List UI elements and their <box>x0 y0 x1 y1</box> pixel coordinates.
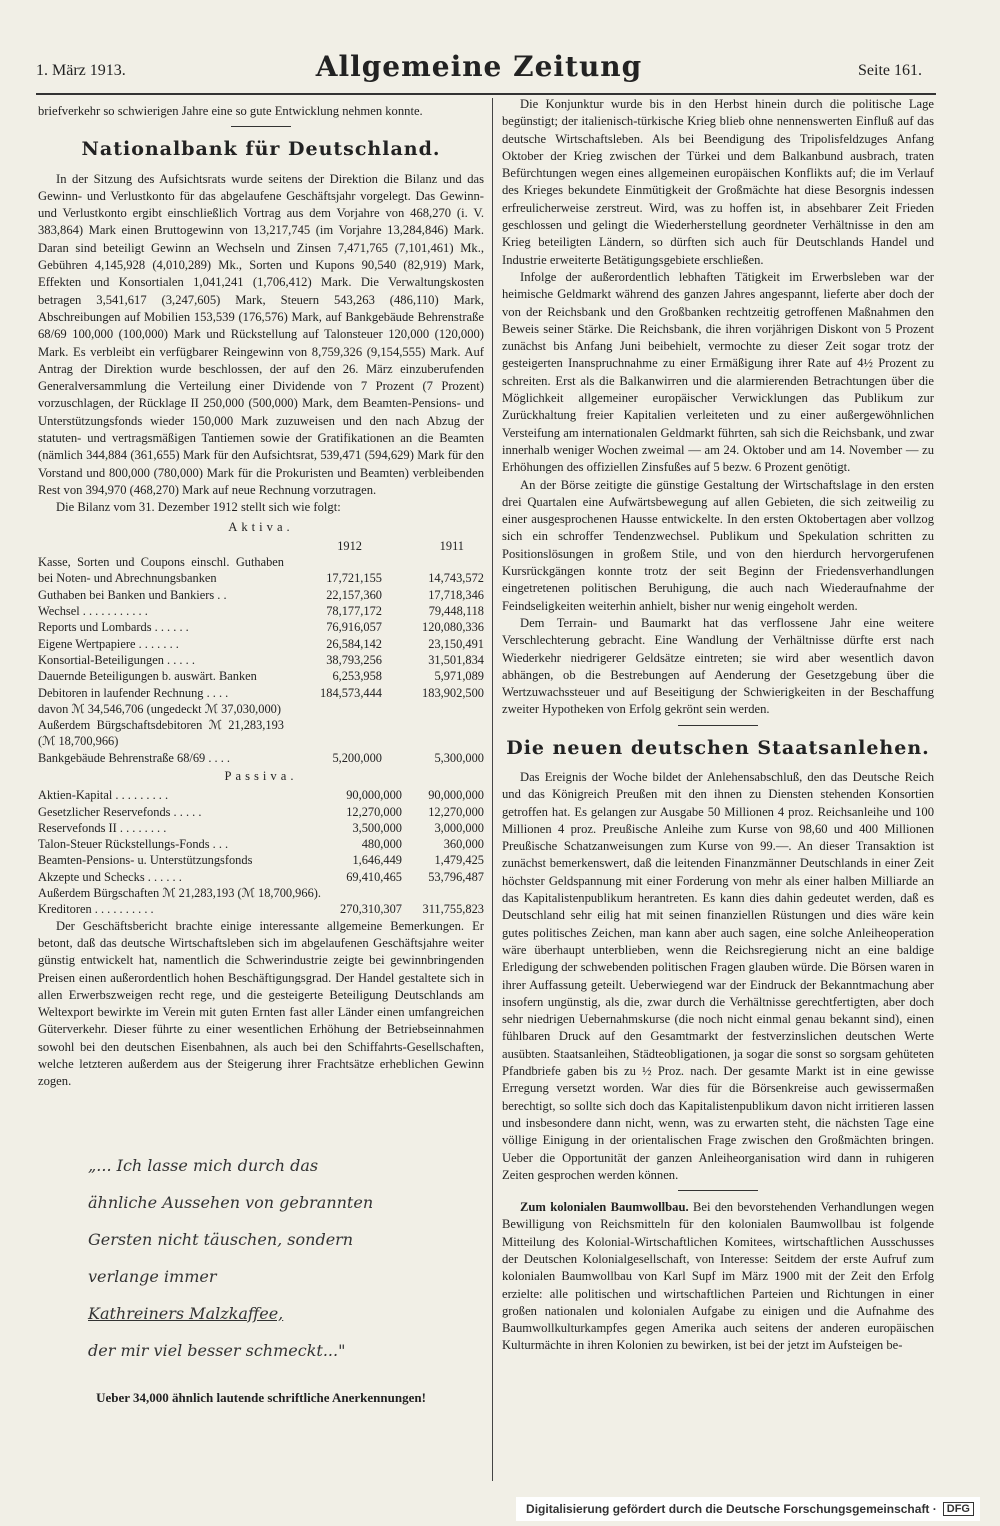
balance-label: Aktien-Kapital . . . . . . . . . <box>38 788 169 803</box>
balance-value: 12,270,000 <box>428 804 484 819</box>
aktiva-title: Aktiva. <box>228 519 294 534</box>
balance-value <box>402 885 484 901</box>
article-heading-staatsanlehen: Die neuen deutschen Staatsanlehen. <box>506 736 930 759</box>
balance-row <box>38 554 484 587</box>
ad-footer: Ueber 34,000 ähnlich lautende schriftliche Anerkennungen! <box>96 1389 426 1405</box>
aktiva-table <box>38 538 484 766</box>
passiva-title: Passiva. <box>224 768 298 783</box>
balance-label: Akzepte und Schecks . . . . . . <box>38 869 182 884</box>
balance-value: 26,584,142 <box>326 636 382 651</box>
issue-date: 1. März 1913. <box>36 62 126 79</box>
divider <box>678 1190 758 1191</box>
paragraph: Der Geschäftsbericht brachte einige interessante allgemeine Bemerkungen. Er betont, daß das deutsche Wirtschaftsleben sich im abgelaufenen Geschäftsjahre weiter günstig entwickelt hat, namentlich die Schwerindustrie zeigte bei gewinnbringenden Preisen einen außerordentlich hohen Beschäftigungsgrad. Der Handel gestaltete sich in allen Erwerbszweigen recht rege, und die gesteigerte Beteiligung Deutschlands am Weltexport bewirkte im Verein mit guten Ernten fast aller Länder einen umfangreichen Güterverkehr. Dieser führte zu einer wesentlichen Erhöhung der Betriebseinnahmen sowohl bei den deutschen Eisenbahnen, als auch bei den Schiffahrts-Gesellschaften, welche letzteren außerdem aus der Steigerung ihrer Frachtsätze erheblichen Gewinn zogen. <box>38 918 484 1089</box>
balance-row <box>38 836 484 852</box>
paragraph-body: Bei den bevorstehenden Verhandlungen wegen Bewilligung von Reichsmitteln für den kolonialen Baumwollbau ist folgende Mitteilung des Kolonial-Wirtschaftlichen Komitees, wirtschaftlichen Ausschusses der Deutschen Kolonialgesellschaft, von Interesse: Seitdem der erste Aufruf zum kolonialen Baumwollbau von Karl Supf im März 1900 mit der Zeit den Erfolg erzielte: alle politischen und wirtschaftlichen Parteien und Richtungen in einer großen nationalen und kolonialen Aufgabe zu einigen und die Aufnahme des Baumwollkulturkampfes gegen Amerika auch seitens der anderen europäischen Kulturmächte in ihren Kolonien zu bewirken, ist bei der jetzt im Aufsteigen be- <box>502 1200 934 1353</box>
balance-label: Gesetzlicher Reservefonds . . . . . <box>38 804 202 819</box>
balance-value: 6,253,958 <box>332 669 382 684</box>
balance-row <box>38 603 484 619</box>
balance-value: 31,501,834 <box>428 652 484 667</box>
balance-value <box>382 701 484 717</box>
credit-text: Digitalisierung gefördert durch die Deutsche Forschungsgemeinschaft · <box>526 1502 937 1516</box>
ad-line: „... Ich lasse mich durch das <box>88 1155 319 1175</box>
balance-value: 5,971,089 <box>434 669 484 684</box>
paragraph: An der Börse zeitigte die günstige Gestaltung der Wirtschaftslage in den ersten drei Quartalen eine Aufwärtsbewegung auf allen Gebieten, die sich zeitweilig zu einer ausgesprochenen Hausse entwickelte. In den ersten Oktobertagen aber vollzog sich ein schroffer Tendenzwechsel. Publikum und Spekulation schritten zu Positionslösungen in großem Stile, und von den hierdurch hervorgerufenen Kursrückgängen konnte trotz der seit Beginn der Friedensverhandlungen eingetretenen politischen Beruhigung, die auch nach Wiederaufnahme der Feindseligkeiten weiterhin anhielt, bisher nur wenig eingeholt werden. <box>502 477 934 613</box>
balance-row <box>38 685 484 701</box>
divider <box>678 725 758 726</box>
balance-label: davon ℳ 34,546,706 (ungedeckt ℳ 37,030,000) <box>38 701 281 716</box>
balance-label: Talon-Steuer Rückstellungs-Fonds . . . <box>38 837 229 852</box>
balance-value: 3,500,000 <box>352 820 402 835</box>
right-column <box>502 96 934 1483</box>
ad-line: verlange immer <box>88 1266 217 1286</box>
balance-value <box>284 701 382 717</box>
balance-label: Kreditoren . . . . . . . . . . <box>38 902 154 917</box>
balance-label: Dauernde Beteiligungen b. auswärt. Banken <box>38 669 257 684</box>
paragraph-lead: Zum kolonialen Baumwollbau. <box>520 1200 689 1215</box>
balance-row <box>38 652 484 668</box>
balance-value: 69,410,465 <box>346 869 402 884</box>
balance-label: Außerdem Bürgschaftsdebitoren ℳ 21,283,193 (ℳ 18,700,966) <box>38 718 284 749</box>
balance-row <box>38 885 484 901</box>
balance-label: Kasse, Sorten und Coupons einschl. Guthaben bei Noten- und Abrechnungsbanken <box>38 555 284 586</box>
balance-value: 3,000,000 <box>434 820 484 835</box>
newspaper-title: Allgemeine Zeitung <box>315 50 643 83</box>
intro-paragraph: briefverkehr so schwierigen Jahre eine so gute Entwicklung nehmen konnte. <box>38 104 423 118</box>
header-rule <box>36 93 936 95</box>
balance-row <box>38 587 484 603</box>
divider <box>231 126 291 127</box>
balance-value: 360,000 <box>443 837 484 852</box>
ad-brand: Kathreiners Malzkaffee, <box>88 1303 284 1323</box>
paragraph: Infolge der außerordentlich lebhaften Tätigkeit im Erwerbsleben war der heimische Geldmarkt während des ganzen Jahres angespannt, lieferte aber doch der von der Reichsbank und den Großbanken rechtzeitig getroffenen Maßnahmen den Beweis seiner Stärke. Die Reichsbank, die ihren vorjährigen Diskont von 5 Prozent zunächst bis Anfang Juni beibehielt, vermochte zu dieser Zeit sogar trotz der gesteigerten Inanspruchnahme zu einer Ermäßigung ihrer Rate auf 4½ Prozent zu schreiten. Erst als die Balkanwirren und die alarmierenden Betrachtungen über die Möglichkeit allgemeiner europäischer Verwicklungen das Publikum zur Zurückhaltung freier Kapitalien verleiteten und zu einer außergewöhnlichen Versteifung am internationalen Geldmarkt führten, sah sich die Reichsbank, und zwar innerhalb weniger Wochen zweimal — am 24. Oktober und am 14. November — zu Erhöhungen des offiziellen Zinsfußes auf 5 bezw. 6 Prozent genötigt. <box>502 269 934 475</box>
balance-value <box>382 717 484 750</box>
balance-row <box>38 717 484 750</box>
page-header <box>36 50 922 90</box>
balance-row <box>38 820 484 836</box>
year-1912: 1912 <box>337 538 362 553</box>
balance-value: 120,080,336 <box>422 620 484 635</box>
paragraph: Dem Terrain- und Baumarkt hat das verflossene Jahr eine weitere Verschlechterung gebracht. Eine Wandlung der Verhältnisse dürfte erst nach Wiederkehr niedrigerer Geldsätze eintreten; sie wird aber wesentlich davon abhängen, ob die Bestrebungen auf Aenderung der Gesetzgebung über die Wertzuwachssteuer und auf Beseitigung der Schwierigkeiten in der Beschaffung zweiter Hypotheken von Erfolg gekrönt sein werden. <box>502 615 934 717</box>
balance-value: 23,150,491 <box>428 636 484 651</box>
balance-value: 270,310,307 <box>340 902 402 917</box>
paragraph <box>502 1199 934 1355</box>
balance-value: 1,646,449 <box>352 853 402 868</box>
balance-row <box>38 668 484 684</box>
balance-value: 184,573,444 <box>320 685 382 700</box>
balance-value: 76,916,057 <box>326 620 382 635</box>
balance-value <box>284 717 382 750</box>
balance-value: 78,177,172 <box>326 604 382 619</box>
balance-value: 183,902,500 <box>422 685 484 700</box>
digitization-credit <box>516 1497 980 1521</box>
balance-label: Wechsel . . . . . . . . . . . <box>38 604 148 619</box>
balance-value: 22,157,360 <box>326 587 382 602</box>
balance-row <box>38 869 484 885</box>
article-heading-nationalbank: Nationalbank für Deutschland. <box>81 138 441 161</box>
paragraph: Die Bilanz vom 31. Dezember 1912 stellt sich wie folgt: <box>56 500 341 515</box>
year-1911: 1911 <box>439 538 464 553</box>
paragraph: Die Konjunktur wurde bis in den Herbst hinein durch die politische Lage begünstigt; der italienisch-türkische Krieg blieb ohne nennenswerten Einfluß auf das deutsche Wirtschaftsleben. Als bei Beendigung des Tripolisfeldzuges Anfang Oktober der Krieg zwischen der Türkei und dem Balkanbund ausbrach, traten Befürchtungen wegen eines allgemeinen europäischen Konflikts auf; die im Verlauf des Krieges bekundete Einmütigkeit der Großmächte hat diese Besorgnis indessen erfreulicherweise zerstreut. Wird, was zu hoffen ist, in absehbarer Zeit Frieden geschlossen und gelingt die Wiederherstellung geordneter Verhältnisse in den am Krieg beteiligten Ländern, so dürften sich auch für Deutschlands Handel und Industrie erweiterte Betätigungsgebiete erschließen. <box>502 97 934 267</box>
balance-value: 79,448,118 <box>428 604 484 619</box>
balance-row <box>38 619 484 635</box>
balance-value: 14,743,572 <box>428 571 484 586</box>
balance-row <box>38 901 484 917</box>
balance-value: 1,479,425 <box>434 853 484 868</box>
balance-label: Eigene Wertpapiere . . . . . . . <box>38 636 179 651</box>
balance-row <box>38 701 484 717</box>
balance-label: Reservefonds II . . . . . . . . <box>38 820 167 835</box>
balance-row <box>38 804 484 820</box>
paragraph: Das Ereignis der Woche bildet der Anlehensabschluß, den das Deutsche Reich und das Königreich Preußen mit den ihnen zu Diensten stehenden Konsortien getroffen hat. Es gelangen zur Ausgabe 50 Millionen 4 proz. Reichsanleihe und 100 Millionen 4 proz. Preußische Anleihe zum Kurse von 98,60 und 400 Millionen Preußische Schatzanweisungen zum Kurse von 99.—. An dieser Transaktion ist zunächst bemerkenswert, daß die leitenden Finanzmänner Deutschlands in einer Zeit höchster Geldspannung mit einer Forderung von mehr als einer halben Milliarde an das Kapitalistenpublikum herantreten. Es kann dies dahin gedeutet werden, daß es Deutschland sehr eilig hat mit seinen finanziellen Rüstungen und dies wäre kein gutes politisches Zeichen, man kann aber auch sagen, eine solche Anleiheoperation wäre überhaupt unterblieben, wenn die Reichsregierung nicht an eine baldige Erledigung der schwebenden politischen Fragen glauben würde. Die Börsen waren in ihrer Auffassung geteilt. Ueberwiegend war der Eindruck der Bekanntmachung aber insofern ungünstig, als die, zwar durch die Verhältnisse gerechtfertigten, aber doch sehr niedrigen Uebernahmskurse (die noch nicht einmal genau bekannt sind), einen fühlbaren Druck auf den Gesamtmarkt der festverzinslichen deutschen Werte ausübten. Staatsanleihen, Städteobligationen, ja sogar die sonst so sorgsam gehüteten Pfandbriefe gaben bis zu ½ Proz. nach. Der gesamte Markt ist in eine gewisse Erregung versetzt worden. War dies für die Börsenkreise auch gewissermaßen berechtigt, so sollte sich doch das Kapitalistenpublikum davon nicht irritieren lassen und insbesondere dann nicht, wenn, was zu erwarten steht, die nächsten Tage eine völlige Einigung in der orientalischen Frage zwischen den Großmächten bringen. Ueber die Opportunität der ganzen Anleiheorganisation wird dann in ruhigeren Zeiten gesprochen werden können. <box>502 769 934 1182</box>
balance-value: 311,755,823 <box>422 902 484 917</box>
balance-label: Beamten-Pensions- u. Unterstützungsfonds <box>38 853 253 868</box>
ad-line: der mir viel besser schmeckt..." <box>88 1340 346 1360</box>
balance-value: 5,300,000 <box>434 750 484 765</box>
passiva-table <box>38 787 484 917</box>
balance-value: 480,000 <box>361 837 402 852</box>
dfg-logo-icon: DFG <box>943 1502 974 1516</box>
balance-value: 90,000,000 <box>428 788 484 803</box>
column-divider <box>492 98 493 1481</box>
year-header-row <box>38 538 484 554</box>
balance-value: 12,270,000 <box>346 804 402 819</box>
balance-label: Konsortial-Beteiligungen . . . . . <box>38 652 195 667</box>
balance-value: 17,721,155 <box>326 571 382 586</box>
balance-value: 38,793,256 <box>326 652 382 667</box>
advertisement <box>38 1147 484 1369</box>
balance-row <box>38 852 484 868</box>
balance-value: 17,718,346 <box>428 587 484 602</box>
balance-value: 53,796,487 <box>428 869 484 884</box>
balance-value: 5,200,000 <box>332 750 382 765</box>
ad-line: Gersten nicht täuschen, sondern <box>88 1229 354 1249</box>
balance-label: Guthaben bei Banken und Bankiers . . <box>38 587 227 602</box>
ad-line: ähnliche Aussehen von gebrannten <box>88 1192 374 1212</box>
left-column <box>38 103 484 1483</box>
balance-label: Debitoren in laufender Rechnung . . . . <box>38 685 229 700</box>
balance-row <box>38 750 484 766</box>
paragraph: In der Sitzung des Aufsichtsrats wurde seitens der Direktion die Bilanz und das Gewinn- und Verlustkonto für das abgelaufene Geschäftsjahr vorgelegt. Das Gewinn- und Verlustkonto ergibt einschließlich Vortrag aus dem Vorjahre von 468,270 (i. V. 383,864) Mark einen Bruttogewinn von 13,217,745 (im Vorjahre 13,284,846) Mark. Daran sind beteiligt Gewinn an Wechseln und Zinsen 7,471,765 (7,101,461) Mk., Gebühren 4,145,928 (4,010,289) Mk., Sorten und Kupons 90,540 (82,919) Mark, Effekten und Konsortialen 1,041,241 (1,706,412) Mark. Die Verwaltungskosten betragen 3,541,617 (3,247,605) Mark, Steuern 543,263 (486,110) Mark, Abschreibungen auf Mobilien 153,539 (176,576) Mark, auf Bankgebäude Behrenstraße 68/69 100,000 (100,000) Mark und Rückstellung auf Talonsteuer 120,000 (120,000) Mark. Es verbleibt ein verfügbarer Reingewinn von 8,759,326 (9,154,555) Mark. Auf Antrag der Direktion wurde beschlossen, der auf den 26. März einzuberufenden Generalversammlung die Verteilung einer Dividende von 7 Prozent (7 Prozent) vorzuschlagen, der Rücklage II 250,000 (500,000) Mark, dem Beamten-Pensions- und Unterstützungsfonds wieder 150,000 Mark zuzuweisen und den nach Abzug der statuten- und vertragsmäßigen Tantiemen sowie der Gratifikationen an die Beamten (nämlich 344,884 (361,655) Mark für den Aufsichtsrat, 539,471 (594,629) Mark für den Vorstand und 800,000 (780,000) Mark für die Prokuristen und Beamten) verbleibenden Rest von 394,970 (468,270) Mark auf neue Rechnung vorzutragen. <box>38 171 484 497</box>
page-number: Seite 161. <box>858 62 922 79</box>
balance-row <box>38 636 484 652</box>
balance-label: Reports und Lombards . . . . . . <box>38 620 189 635</box>
balance-label: Außerdem Bürgschaften ℳ 21,283,193 (ℳ 18,700,966). <box>38 886 321 901</box>
balance-value <box>324 885 402 901</box>
balance-value: 90,000,000 <box>346 788 402 803</box>
balance-label: Bankgebäude Behrenstraße 68/69 . . . . <box>38 750 231 765</box>
balance-row <box>38 787 484 803</box>
